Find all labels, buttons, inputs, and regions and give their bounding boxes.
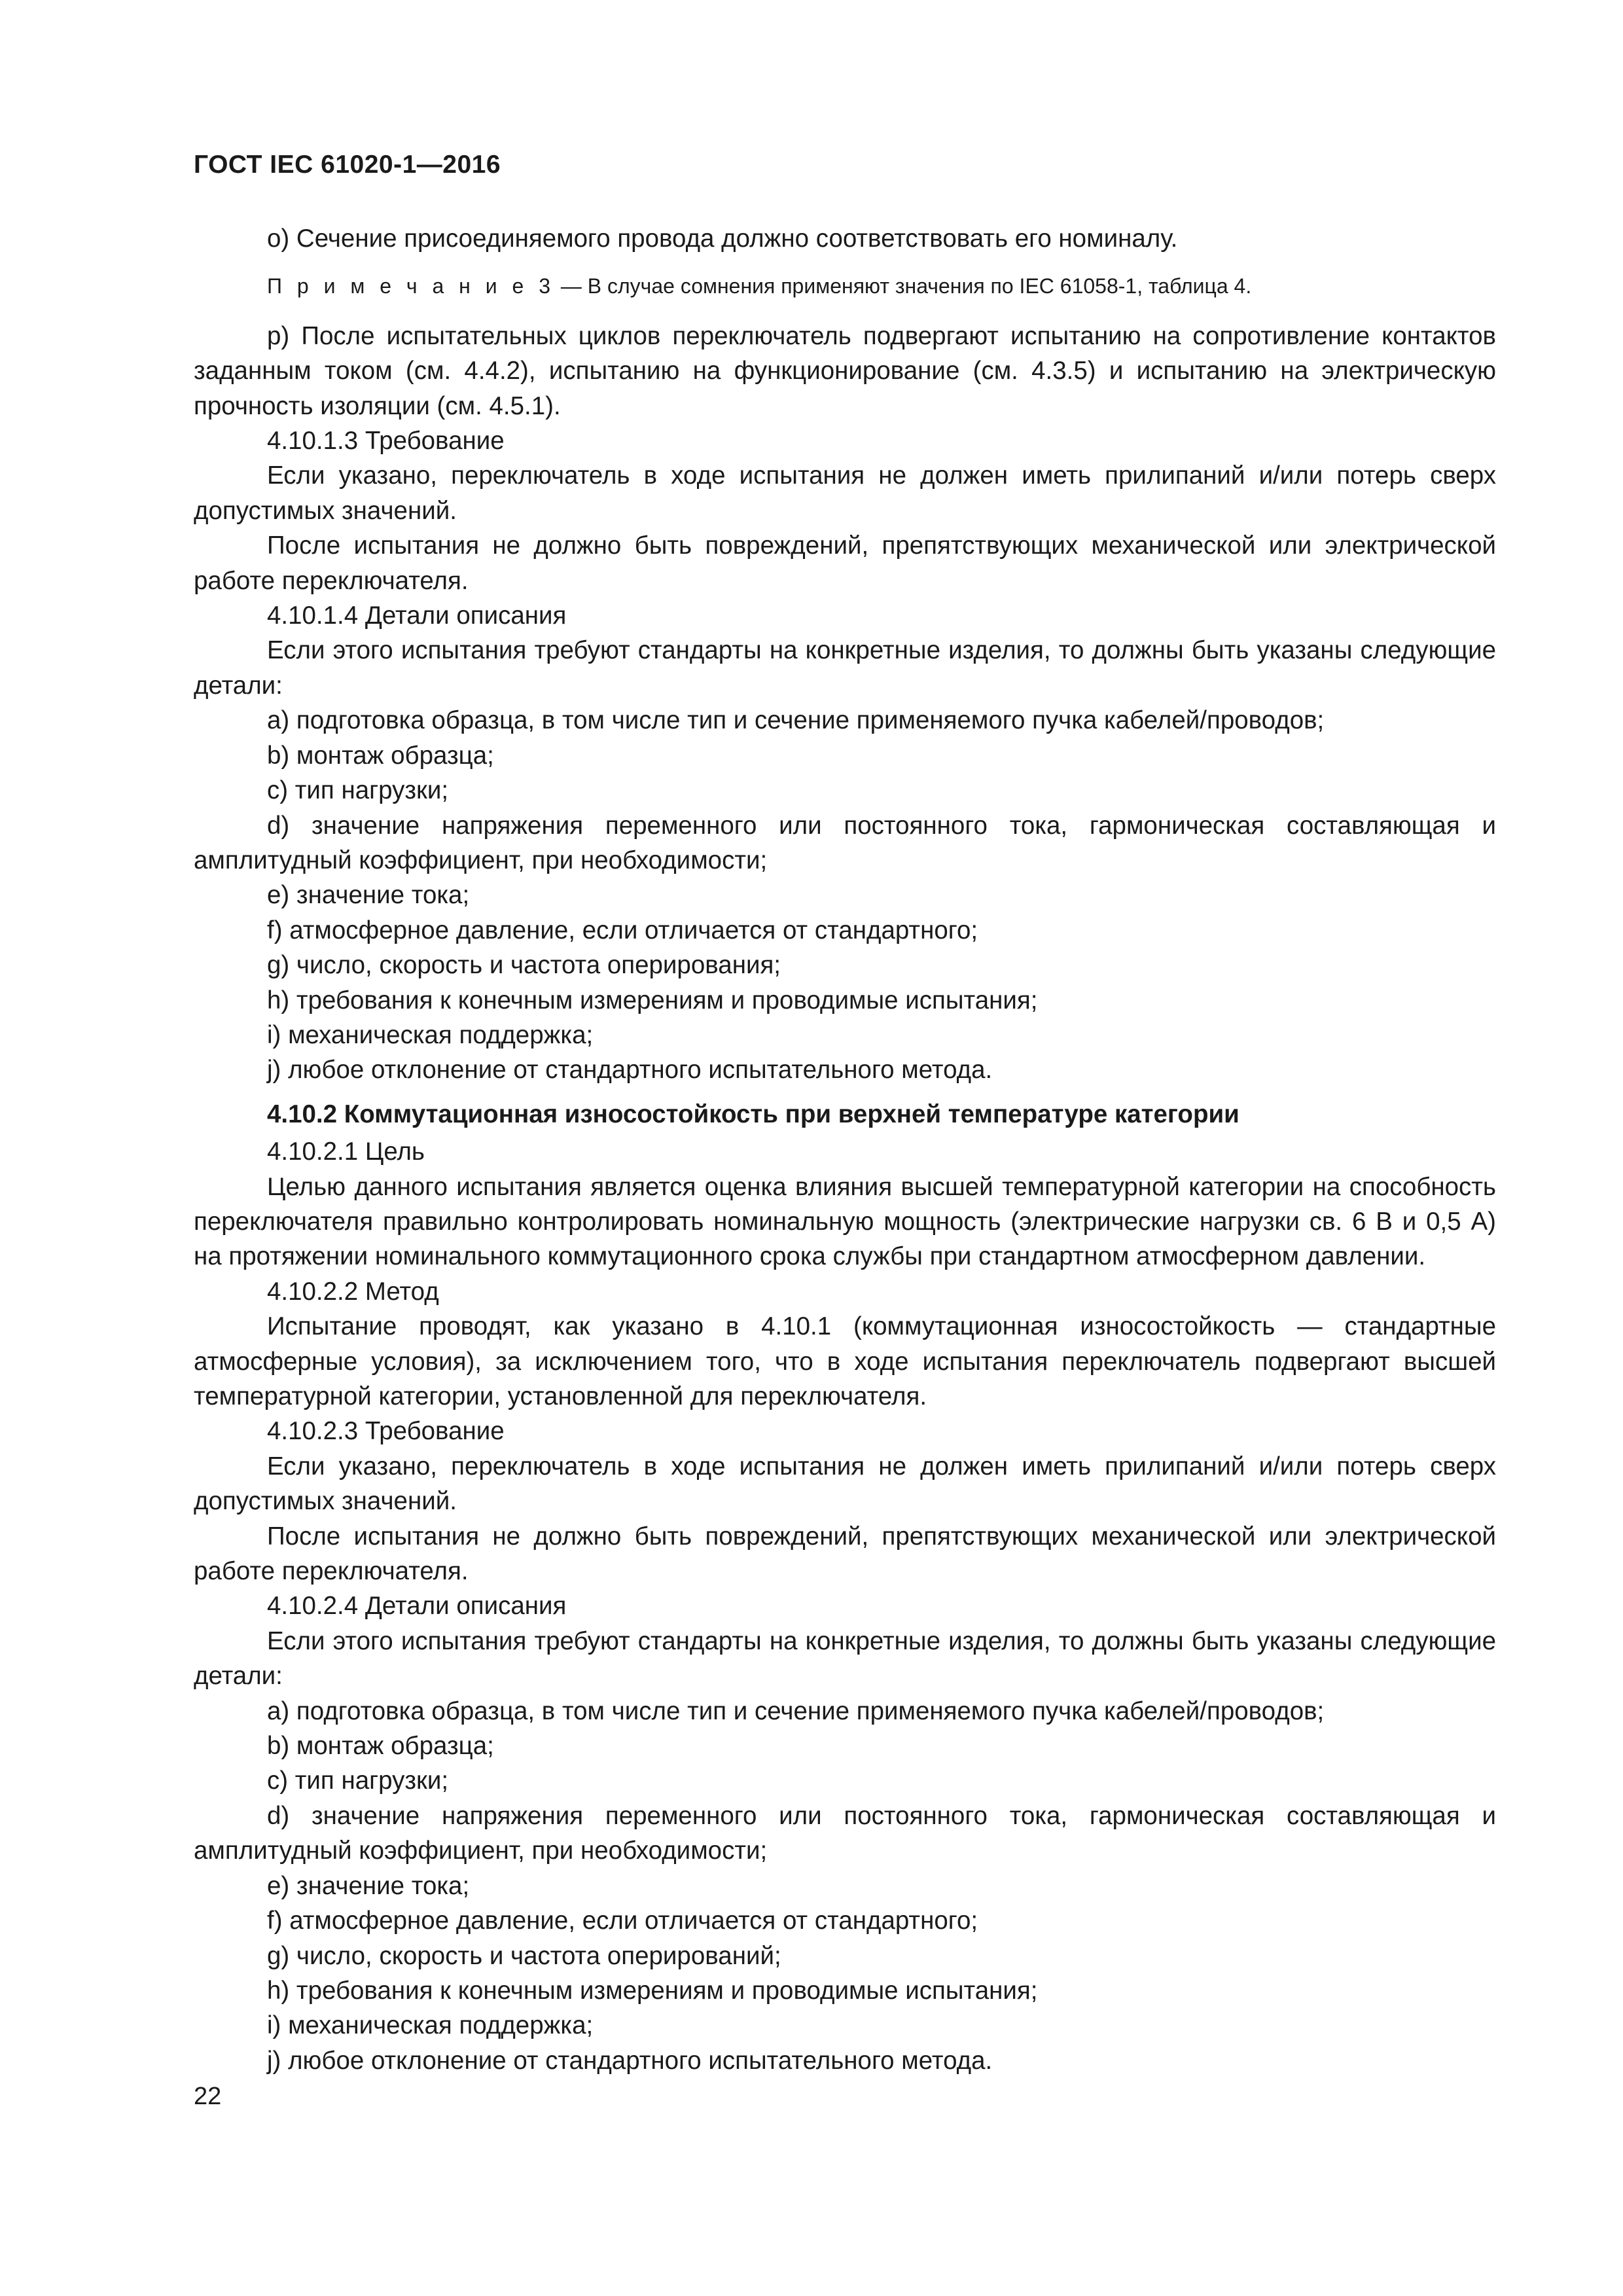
- list-item: d) значение напряжения переменного или постоянного тока, гармоническая составляющая и амплитудный коэффициент, при необходимости;: [194, 1801, 1496, 1865]
- note-3-label: П р и м е ч а н и е 3: [267, 274, 555, 298]
- list-item: g) число, скорость и частота оперирования;: [267, 951, 781, 980]
- list-item: g) число, скорость и частота оперирований;: [267, 1941, 781, 1970]
- list-item: f) атмосферное давление, если отличается от стандартного;: [267, 1907, 978, 1935]
- list-item: a) подготовка образца, в том числе тип и сечение применяемого пучка кабелей/проводов;: [267, 1696, 1325, 1725]
- list-item: c) тип нагрузки;: [267, 776, 449, 805]
- item-p: р) После испытательных циклов переключатель подвергают испытанию на сопротивление контактов заданным током (см. 4.4.2), испытанию на функционирование (см. 4.3.5) и испытанию на электрическую прочность изоляции (см. 4.5.1).: [194, 321, 1496, 420]
- details-1-intro: Если этого испытания требуют стандарты на конкретные изделия, то должны быть указаны следующие детали:: [194, 636, 1496, 700]
- list-item: f) атмосферное давление, если отличается от стандартного;: [267, 916, 978, 944]
- requirement-1-para-2: После испытания не должно быть повреждений, препятствующих механической или электрической работе переключателя.: [194, 531, 1496, 595]
- list-item: e) значение тока;: [267, 881, 470, 910]
- section-heading-4-10-1-3: 4.10.1.3 Требование: [267, 427, 505, 456]
- requirement-2-para-1: Если указано, переключатель в ходе испытания не должен иметь прилипаний и/или потерь сверх допустимых значений.: [194, 1452, 1496, 1516]
- list-item: a) подготовка образца, в том числе тип и сечение применяемого пучка кабелей/проводов;: [267, 706, 1325, 735]
- section-heading-4-10-1-4: 4.10.1.4 Детали описания: [267, 601, 567, 630]
- note-3-text: — В случае сомнения применяют значения по IEC 61058-1, таблица 4.: [554, 274, 1252, 298]
- list-item: j) любое отклонение от стандартного испытательного метода.: [267, 2046, 993, 2075]
- list-item: b) монтаж образца;: [267, 741, 494, 770]
- document-body: [194, 221, 1496, 2078]
- method-paragraph: Испытание проводят, как указано в 4.10.1 (коммутационная износостойкость — стандартные атмосферные условия), за исключением того, что в ходе испытания переключатель подвергают высшей температурной категории, установленной для переключателя.: [194, 1312, 1496, 1410]
- requirement-1-para-1: Если указано, переключатель в ходе испытания не должен иметь прилипаний и/или потерь сверх допустимых значений.: [194, 461, 1496, 525]
- section-heading-4-10-2-4: 4.10.2.4 Детали описания: [267, 1592, 567, 1621]
- list-item: b) монтаж образца;: [267, 1732, 494, 1761]
- page-number: 22: [194, 2083, 222, 2110]
- note-3: [194, 269, 1496, 304]
- list-item: c) тип нагрузки;: [267, 1767, 449, 1795]
- list-item: i) механическая поддержка;: [267, 2011, 594, 2040]
- list-item: d) значение напряжения переменного или постоянного тока, гармоническая составляющая и амплитудный коэффициент, при необходимости;: [194, 811, 1496, 874]
- section-heading-4-10-2-3: 4.10.2.3 Требование: [267, 1417, 505, 1446]
- list-item: j) любое отклонение от стандартного испытательного метода.: [267, 1056, 993, 1085]
- goal-paragraph: Целью данного испытания является оценка влияния высшей температурной категории на способность переключателя правильно контролировать номинальную мощность (электрические нагрузки св. 6 В и 0,5 А) на протяжении номинального коммутационного срока службы при стандартном атмосферном давлении.: [194, 1172, 1496, 1271]
- list-item: e) значение тока;: [267, 1871, 470, 1900]
- section-heading-4-10-2-2: 4.10.2.2 Метод: [267, 1277, 439, 1306]
- list-item: h) требования к конечным измерениям и проводимые испытания;: [267, 1976, 1038, 2005]
- list-item: i) механическая поддержка;: [267, 1020, 594, 1049]
- item-o: о) Сечение присоединяемого провода должно соответствовать его номиналу.: [267, 224, 1178, 253]
- section-heading-4-10-2-1: 4.10.2.1 Цель: [267, 1138, 425, 1166]
- details-2-intro: Если этого испытания требуют стандарты на конкретные изделия, то должны быть указаны следующие детали:: [194, 1626, 1496, 1691]
- list-item: h) требования к конечным измерениям и проводимые испытания;: [267, 986, 1038, 1014]
- section-heading-4-10-2: 4.10.2 Коммутационная износостойкость при верхней температуре категории: [267, 1100, 1240, 1128]
- document-header: ГОСТ IEC 61020-1—2016: [194, 151, 501, 179]
- requirement-2-para-2: После испытания не должно быть повреждений, препятствующих механической или электрической работе переключателя.: [194, 1522, 1496, 1586]
